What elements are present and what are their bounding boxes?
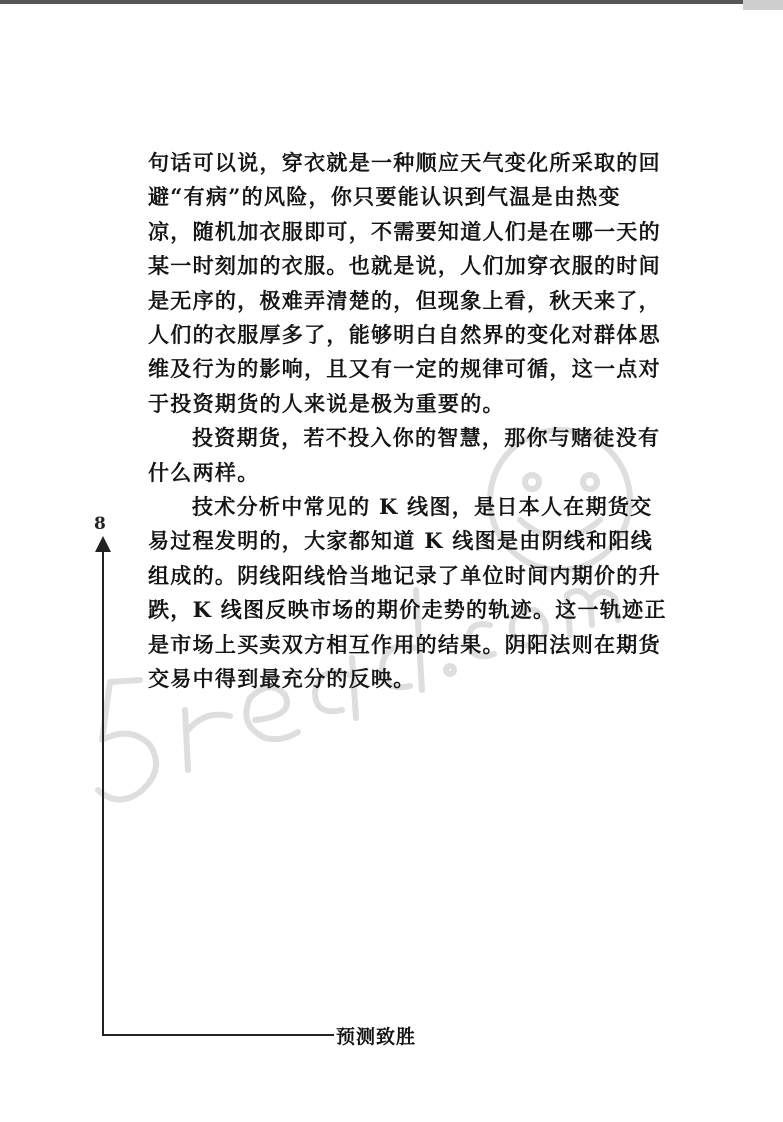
text-line: 跌，K 线图反映市场的期价走势的轨迹。这一轨迹正 [148,597,667,623]
text-line-content: 技术分析中常见的 K 线图，是日本人在期货交 [192,494,653,520]
text-line [148,490,693,524]
footer-horizontal-rule [102,1034,334,1036]
text-line: 句话可以说，穿衣就是一种顺应天气变化所采取的回 [148,150,661,175]
top-edge-corner-mark [743,0,783,10]
text-line: 人们的衣服厚多了，能够明白自然界的变化对群体思 [148,322,661,348]
text-line: 什么两样。 [148,459,260,485]
top-edge-rule [0,0,783,4]
paragraph-3 [148,490,693,696]
paragraph-1 [148,146,693,421]
text-line-content: 投资期货，若不投入你的智慧，那你与赌徒没有 [192,425,661,451]
text-line: 是无序的，极难弄清楚的，但现象上看，秋天来了， [148,287,661,313]
running-footer-title: 预测致胜 [336,1026,417,1048]
text-line: 交易中得到最充分的反映。 [148,666,416,692]
page-number: 8 [94,514,106,534]
text-line [148,421,693,455]
text-line: 凉，随机加衣服即可，不需要知道人们是在哪一天的 [148,218,661,244]
text-line: 是市场上买卖双方相互作用的结果。阴阳法则在期货 [148,631,661,657]
body-text [148,146,693,697]
text-line: 维及行为的影响，且又有一定的规律可循，这一点对 [148,356,661,382]
text-line: 某一时刻加的衣服。也就是说，人们加穿衣服的时间 [148,253,661,279]
text-line: 避“有病”的风险，你只要能认识到气温是由热变 [148,184,621,210]
text-line: 于投资期货的人来说是极为重要的。 [148,390,505,416]
paragraph-2 [148,421,693,490]
margin-vertical-rule [102,548,104,1036]
text-line: 易过程发明的，大家都知道 K 线图是由阴线和阳线 [148,528,654,554]
text-line: 组成的。阴线阳线恰当地记录了单位时间内期价的升 [148,562,661,588]
